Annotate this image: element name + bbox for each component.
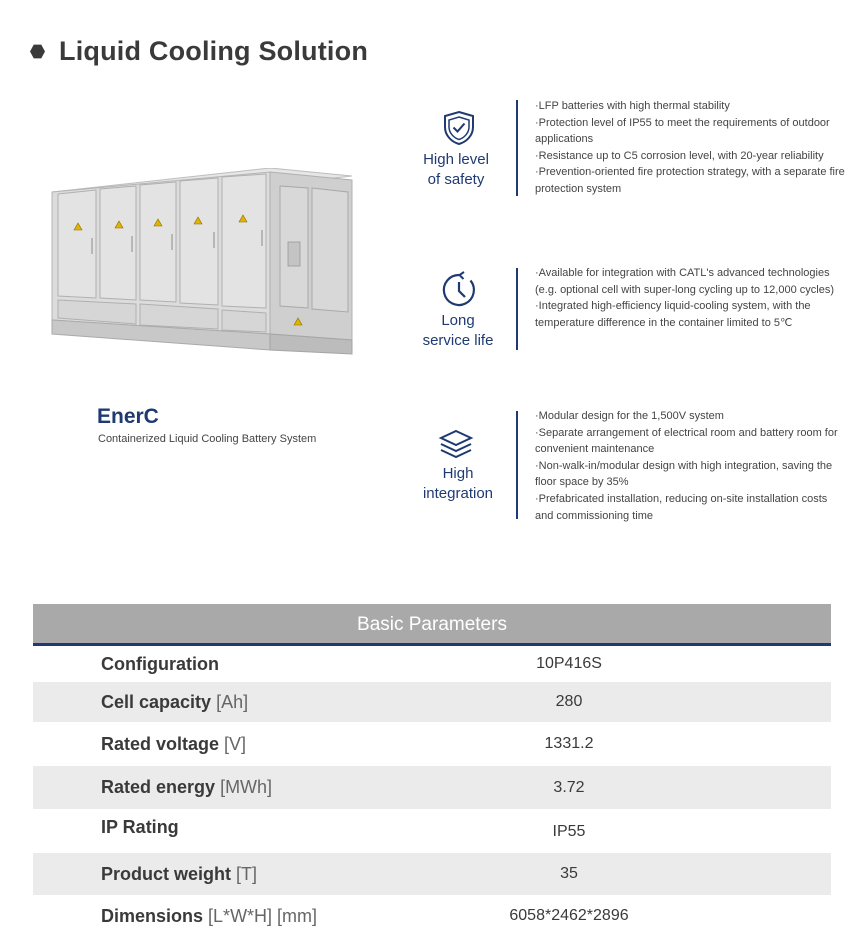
- param-unit: [L*W*H] [mm]: [208, 905, 318, 926]
- list-item: ·Non-walk-in/modular design with high integration, saving the floor space by 35%: [535, 459, 833, 489]
- param-label-text: Dimensions: [101, 905, 204, 926]
- divider: [516, 268, 518, 350]
- param-label: [101, 906, 317, 927]
- param-label-text: IP Rating: [101, 817, 179, 837]
- feature-service-life: [410, 265, 849, 355]
- feature-label-line: service life: [422, 332, 494, 349]
- param-label-text: Rated voltage: [101, 733, 220, 754]
- param-label: [101, 654, 219, 675]
- list-item: ·LFP batteries with high thermal stability: [535, 100, 730, 112]
- feature-label-line: Long: [441, 312, 475, 329]
- feature-bullets: [535, 98, 847, 198]
- param-label-text: Configuration: [101, 653, 219, 674]
- hexagon-bullet-icon: [30, 44, 45, 59]
- feature-label-line: of safety: [427, 171, 485, 188]
- feature-label-line: High level: [423, 151, 489, 168]
- list-item: ·Protection level of IP55 to meet the requirements of outdoor applications: [535, 116, 830, 146]
- param-label: [101, 734, 246, 755]
- list-item: ·Prevention-oriented fire protection strategy, with a separate fire protection system: [535, 166, 845, 195]
- param-unit: [T]: [236, 863, 258, 884]
- layers-icon: [438, 428, 474, 462]
- table-row: [33, 722, 831, 766]
- section-title: [30, 36, 368, 67]
- feature-safety: [410, 98, 849, 200]
- table-row: [33, 809, 831, 853]
- divider: [516, 411, 518, 519]
- param-value: 35: [560, 865, 578, 882]
- parameters-table: [33, 604, 831, 937]
- param-value: IP55: [552, 823, 586, 840]
- param-label-text: Product weight: [101, 863, 231, 884]
- feature-integration-label: [408, 464, 508, 504]
- param-label-text: Rated energy: [101, 777, 216, 797]
- feature-label-line: High: [442, 465, 474, 482]
- divider: [516, 100, 518, 196]
- list-item: ·Available for integration with CATL's advanced technologies (e.g. optional cell with super-long cycling up to 12,000 cycles): [535, 267, 834, 296]
- feature-safety-label: [406, 150, 506, 190]
- table-row: [33, 646, 831, 682]
- param-value: 6058*2462*2896: [509, 907, 629, 924]
- param-value: 1331.2: [544, 735, 594, 752]
- parameters-header: Basic Parameters: [33, 604, 831, 646]
- param-value: 280: [555, 693, 583, 710]
- battery-container-image: [44, 168, 356, 356]
- feature-service-life-label: [408, 311, 508, 351]
- param-unit: [V]: [224, 733, 247, 754]
- page-title: Liquid Cooling Solution: [59, 36, 369, 66]
- param-label: [101, 864, 257, 885]
- param-value: 10P416S: [536, 655, 602, 672]
- list-item: ·Separate arrangement of electrical room and battery room for convenient maintenance: [535, 426, 838, 456]
- param-label: [101, 777, 272, 798]
- list-item: ·Modular design for the 1,500V system: [535, 410, 724, 422]
- table-row: [33, 895, 831, 937]
- param-unit: [MWh]: [220, 777, 273, 797]
- feature-bullets: [535, 265, 847, 331]
- product-name: EnerC: [97, 405, 159, 428]
- table-row: [33, 682, 831, 722]
- list-item: ·Resistance up to C5 corrosion level, with 20-year reliability: [535, 149, 824, 162]
- list-item: ·Prefabricated installation, reducing on-site installation costs and commissioning time: [535, 492, 828, 522]
- clock-icon: [440, 271, 478, 309]
- list-item: ·Integrated high-efficiency liquid-cooling system, with the temperature difference in the container limited to 5℃: [535, 300, 811, 329]
- param-unit: [Ah]: [216, 691, 249, 712]
- table-row: [33, 853, 831, 895]
- product-subtitle: Containerized Liquid Cooling Battery System: [98, 433, 317, 445]
- param-label-text: Cell capacity: [101, 691, 212, 712]
- param-label: [101, 692, 248, 713]
- shield-check-icon: [442, 110, 476, 146]
- param-value: 3.72: [553, 778, 585, 796]
- feature-integration: [410, 408, 849, 523]
- feature-label-line: integration: [422, 485, 494, 502]
- table-row: [33, 766, 831, 809]
- feature-bullets: [535, 408, 847, 524]
- param-label: [101, 817, 179, 838]
